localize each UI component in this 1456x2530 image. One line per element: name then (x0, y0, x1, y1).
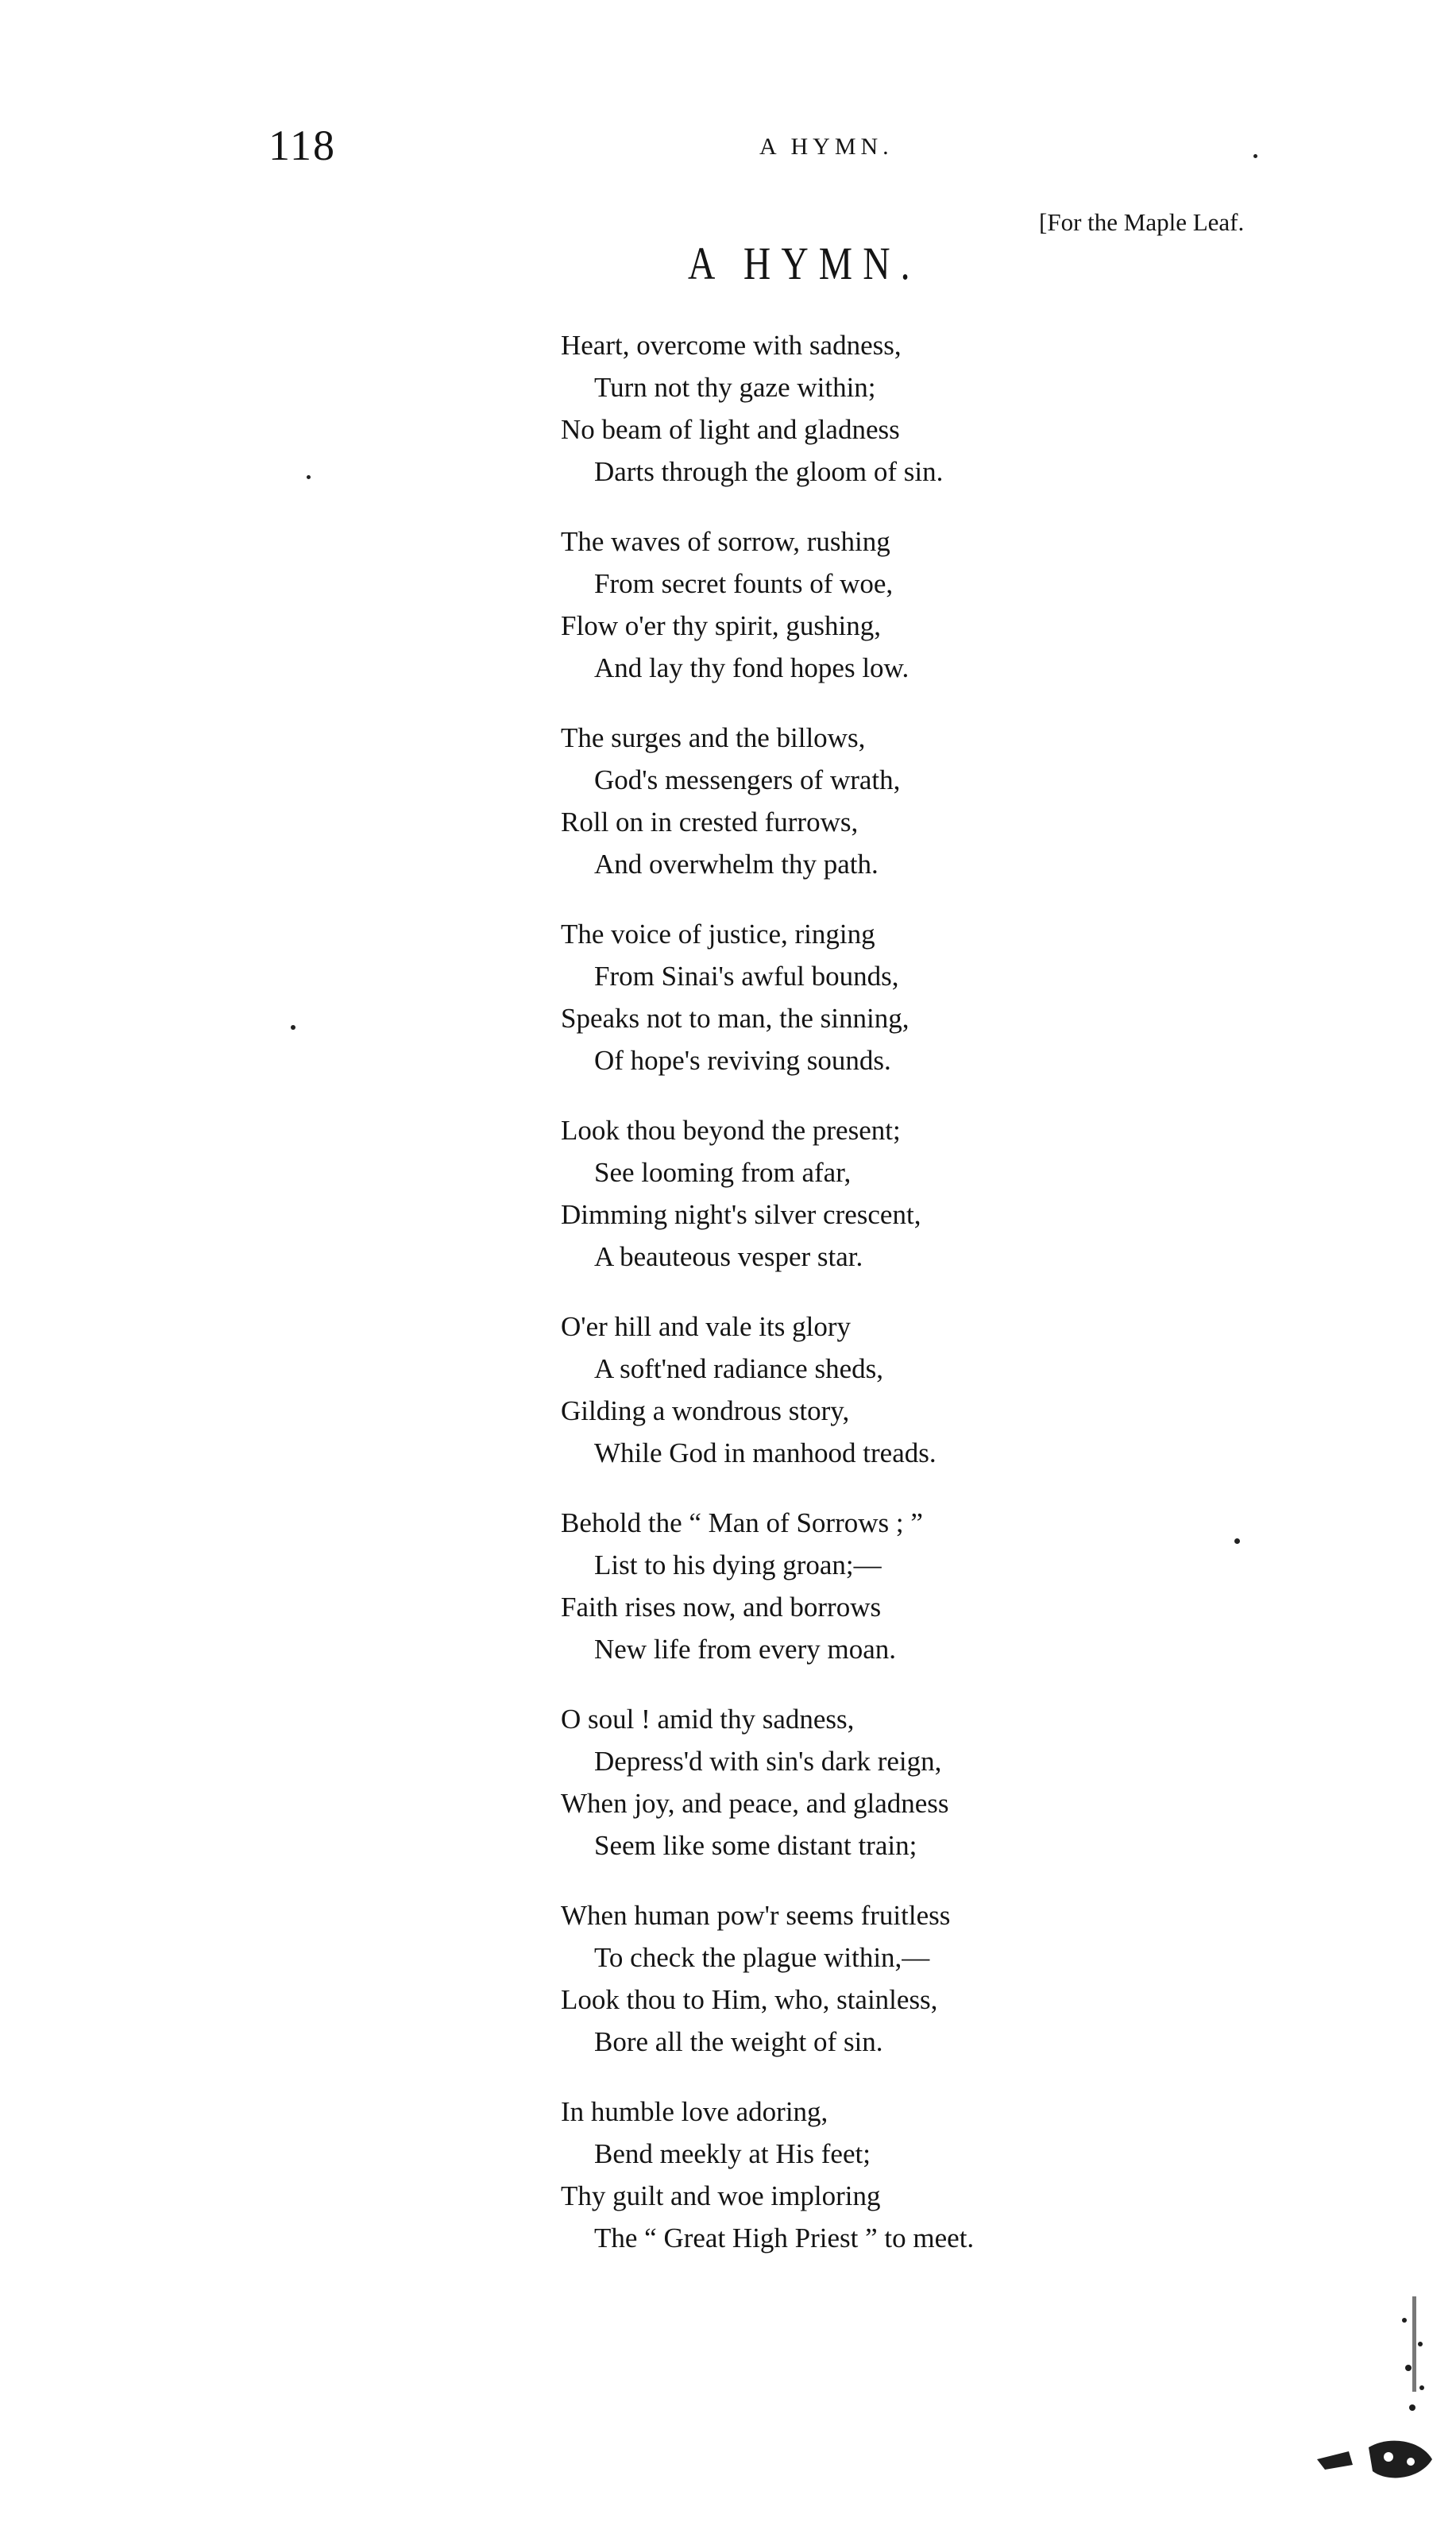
poem-line: Thy guilt and woe imploring (561, 2180, 881, 2211)
poem-line: Seem like some distant train; (594, 1830, 917, 1861)
poem-line: Heart, overcome with sadness, (561, 330, 902, 361)
speck-mark (1253, 154, 1257, 158)
speck-mark (307, 475, 311, 479)
poem-line: A beauteous vesper star. (594, 1241, 863, 1272)
speck-mark (291, 1025, 295, 1030)
poem-line: New life from every moan. (594, 1634, 896, 1665)
poem-title: A HYMN. (688, 238, 921, 289)
poem-line: Look thou beyond the present; (561, 1115, 901, 1146)
poem-line: The voice of justice, ringing (561, 919, 875, 950)
stanza (561, 1109, 1133, 1278)
poem-line: In humble love adoring, (561, 2096, 828, 2127)
poem-line: Look thou to Him, who, stainless, (561, 1984, 938, 2015)
poem-line: See looming from afar, (594, 1157, 852, 1188)
poem-line: Bend meekly at His feet; (594, 2138, 871, 2169)
poem-line: O soul ! amid thy sadness, (561, 1704, 855, 1735)
poem-line: When human pow'r seems fruitless (561, 1900, 951, 1931)
poem-line: And overwhelm thy path. (594, 849, 879, 880)
poem-line: From Sinai's awful bounds, (594, 961, 899, 992)
poem-line: To check the plague within,— (594, 1942, 930, 1973)
running-head: A HYMN. (759, 133, 894, 160)
stanza (561, 520, 1133, 689)
stanza (561, 1894, 1133, 2063)
poem-line: Bore all the weight of sin. (594, 2026, 883, 2057)
stanza (561, 913, 1133, 1081)
poem-line: List to his dying groan;— (594, 1549, 882, 1580)
poem-line: Faith rises now, and borrows (561, 1592, 882, 1623)
stanza (561, 1502, 1133, 1670)
poem-line: God's messengers of wrath, (594, 764, 901, 795)
stanza (561, 1698, 1133, 1867)
printer-ornament-icon (1293, 2288, 1444, 2495)
poem-line: Darts through the gloom of sin. (594, 456, 944, 487)
poem-line: And lay thy fond hopes low. (594, 652, 910, 683)
poem-line: Speaks not to man, the sinning, (561, 1003, 910, 1034)
poem (561, 324, 1133, 2287)
poem-line: Roll on in crested furrows, (561, 807, 859, 838)
poem-line: While God in manhood treads. (594, 1437, 937, 1468)
poem-line: Turn not thy gaze within; (594, 372, 876, 403)
poem-line: The surges and the billows, (561, 722, 866, 753)
poem-line: Depress'd with sin's dark reign, (594, 1746, 942, 1777)
poem-line: Of hope's reviving sounds. (594, 1045, 891, 1076)
stanza (561, 324, 1133, 493)
poem-line: Behold the “ Man of Sorrows ; ” (561, 1507, 923, 1538)
poem-line: Gilding a wondrous story, (561, 1395, 850, 1426)
attribution: [For the Maple Leaf. (1039, 208, 1245, 236)
stanza (561, 2091, 1133, 2259)
poem-line: Dimming night's silver crescent, (561, 1199, 921, 1230)
stanza (561, 1306, 1133, 1474)
poem-line: O'er hill and vale its glory (561, 1311, 851, 1342)
poem-line: Flow o'er thy spirit, gushing, (561, 610, 881, 641)
stanza (561, 717, 1133, 885)
page-number: 118 (268, 122, 336, 169)
poem-line: From secret founts of woe, (594, 568, 894, 599)
poem-line: When joy, and peace, and gladness (561, 1788, 949, 1819)
poem-line: A soft'ned radiance sheds, (594, 1353, 883, 1384)
poem-line: No beam of light and gladness (561, 414, 900, 445)
poem-line: The waves of sorrow, rushing (561, 526, 890, 557)
speck-mark (1234, 1538, 1240, 1544)
poem-line: The “ Great High Priest ” to meet. (594, 2222, 975, 2253)
